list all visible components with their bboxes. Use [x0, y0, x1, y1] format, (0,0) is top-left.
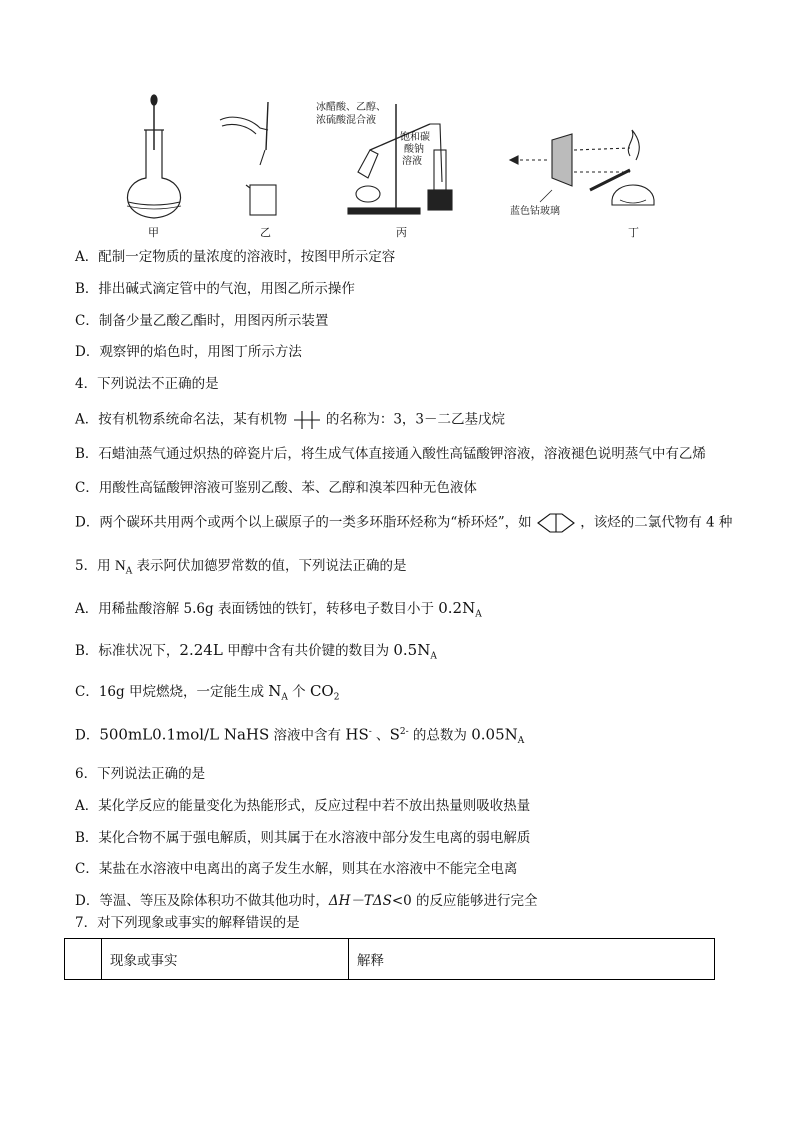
q5-b-volume: 2.24L [179, 641, 223, 659]
q5-d-s: S [389, 725, 400, 744]
q4-option-a-part2: 的名称为：3，3－二乙基戊烷 [325, 411, 506, 428]
q5-c-co: CO [309, 682, 334, 700]
q5-d-hs-charge: - [368, 727, 372, 737]
q6-d-formula: ΔH－TΔS [328, 893, 392, 909]
q4-option-b: B．石蜡油蒸气通过炽热的碎瓷片后，将生成气体直接通入酸性高锰酸钾溶液，溶液褪色说明蒸气中有乙烯 [75, 446, 706, 462]
figure-jia-volumetric-flask [127, 95, 181, 218]
q5-c-sub: A [281, 692, 288, 703]
bing-label-4: 酸钠 [404, 144, 424, 155]
q4-option-d-part1: D．两个碳环共用两个或两个以上碳原子的一类多环脂环烃称为“桥环烃”，如 [75, 514, 532, 531]
figure-label-yi: 乙 [260, 226, 271, 239]
skeletal-structure-icon [292, 409, 322, 431]
figure-label-bing: 丙 [396, 226, 407, 239]
q5-na-sub: A [125, 566, 133, 577]
q5-na-symbol: N [114, 558, 126, 574]
bing-label-1: 冰醋酸、乙醇、 [316, 102, 386, 113]
figure-label-ding: 丁 [628, 226, 639, 239]
q5-option-a [75, 599, 482, 624]
q3-option-c: C．制备少量乙酸乙酯时，用图丙所示装置 [75, 313, 329, 329]
q6-d-text1: D．等温、等压及除体积功不做其他功时， [75, 893, 329, 909]
q5-b-value: 0.5N [393, 641, 431, 659]
bing-label-5: 溶液 [402, 156, 422, 167]
q3-option-a: A．配制一定物质的量浓度的溶液时，按图甲所示定容 [75, 249, 396, 265]
q4-option-a [75, 409, 505, 431]
q5-d-solution: 500mL0.1mol/L NaHS [99, 725, 270, 744]
q7-table [64, 938, 715, 980]
figure-yi-burette [220, 102, 276, 215]
q5-option-c [75, 682, 339, 707]
q5-d-s-charge: 2- [399, 727, 409, 737]
q5-stem [75, 557, 407, 581]
q5-d-sep: 、 [371, 727, 390, 744]
q5-b-text2: 甲醇中含有共价键的数目为 [222, 643, 394, 659]
q5-stem-part1: 5．用 [75, 558, 115, 574]
q4-stem: 4．下列说法不正确的是 [75, 376, 219, 392]
q5-d-label: D． [75, 727, 100, 744]
q6-option-c: C．某盐在水溶液中电离出的离子发生水解，则其在水溶液中不能完全电离 [75, 861, 518, 877]
q4-option-a-part1: A．按有机物系统命名法，某有机物 [75, 411, 288, 428]
q5-a-sub: A [475, 609, 482, 620]
table-header-phenomenon: 现象或事实 [102, 939, 349, 980]
q4-option-c: C．用酸性高锰酸钾溶液可鉴别乙酸、苯、乙醇和溴苯四种无色液体 [75, 480, 477, 496]
q4-option-d [75, 512, 732, 534]
q5-d-value: 0.05N [471, 725, 518, 744]
q5-stem-part2: 表示阿伏加德罗常数的值，下列说法正确的是 [132, 558, 407, 574]
q3-option-d: D．观察钾的焰色时，用图丁所示方法 [75, 344, 302, 360]
q6-stem: 6．下列说法正确的是 [75, 766, 206, 782]
q5-b-text1: B．标准状况下， [75, 643, 180, 659]
figure-ding-flame-test [510, 130, 654, 205]
q6-d-text2: <0 的反应能够进行完全 [391, 893, 538, 909]
q5-d-text2: 的总数为 [408, 727, 472, 744]
q5-a-text: A．用稀盐酸溶解 5.6g 表面锈蚀的铁钉，转移电子数目小于 [75, 601, 439, 617]
bing-label-3: 饱和碳 [400, 132, 430, 143]
q5-option-b [75, 641, 437, 666]
q5-c-co2-sub: 2 [333, 692, 340, 703]
q6-option-d [75, 892, 538, 910]
q5-c-na: N [268, 682, 282, 700]
table-row [65, 939, 715, 980]
q3-option-b: B．排出碱式滴定管中的气泡，用图乙所示操作 [75, 281, 355, 297]
q5-c-text1: C．16g 甲烷燃烧，一定能生成 [75, 684, 269, 700]
q5-d-text1: 溶液中含有 [269, 727, 346, 744]
q5-c-text2: 个 [287, 684, 310, 700]
q5-a-value: 0.2N [438, 599, 476, 617]
q5-d-hs: HS [345, 725, 369, 744]
bing-label-2: 浓硫酸混合液 [316, 115, 376, 126]
q7-stem: 7．对下列现象或事实的解释错误的是 [75, 915, 300, 931]
q6-option-a: A．某化学反应的能量变化为热能形式，反应过程中若不放出热量则吸收热量 [75, 798, 531, 814]
q5-b-sub: A [430, 651, 437, 662]
q6-option-b: B．某化合物不属于强电解质，则其属于在水溶液中部分发生电离的弱电解质 [75, 830, 531, 846]
ding-label-cobalt-glass: 蓝色钴玻璃 [510, 206, 560, 217]
apparatus-figures [100, 90, 700, 240]
q5-d-sub: A [517, 736, 525, 747]
table-cell-index [65, 939, 102, 980]
q4-option-d-part2: ，该烃的二氯代物有 4 种 [580, 514, 733, 531]
bridged-ring-structure-icon [536, 512, 576, 534]
table-header-explanation: 解释 [349, 939, 715, 980]
figure-label-jia: 甲 [148, 226, 159, 239]
q5-option-d [75, 723, 524, 750]
